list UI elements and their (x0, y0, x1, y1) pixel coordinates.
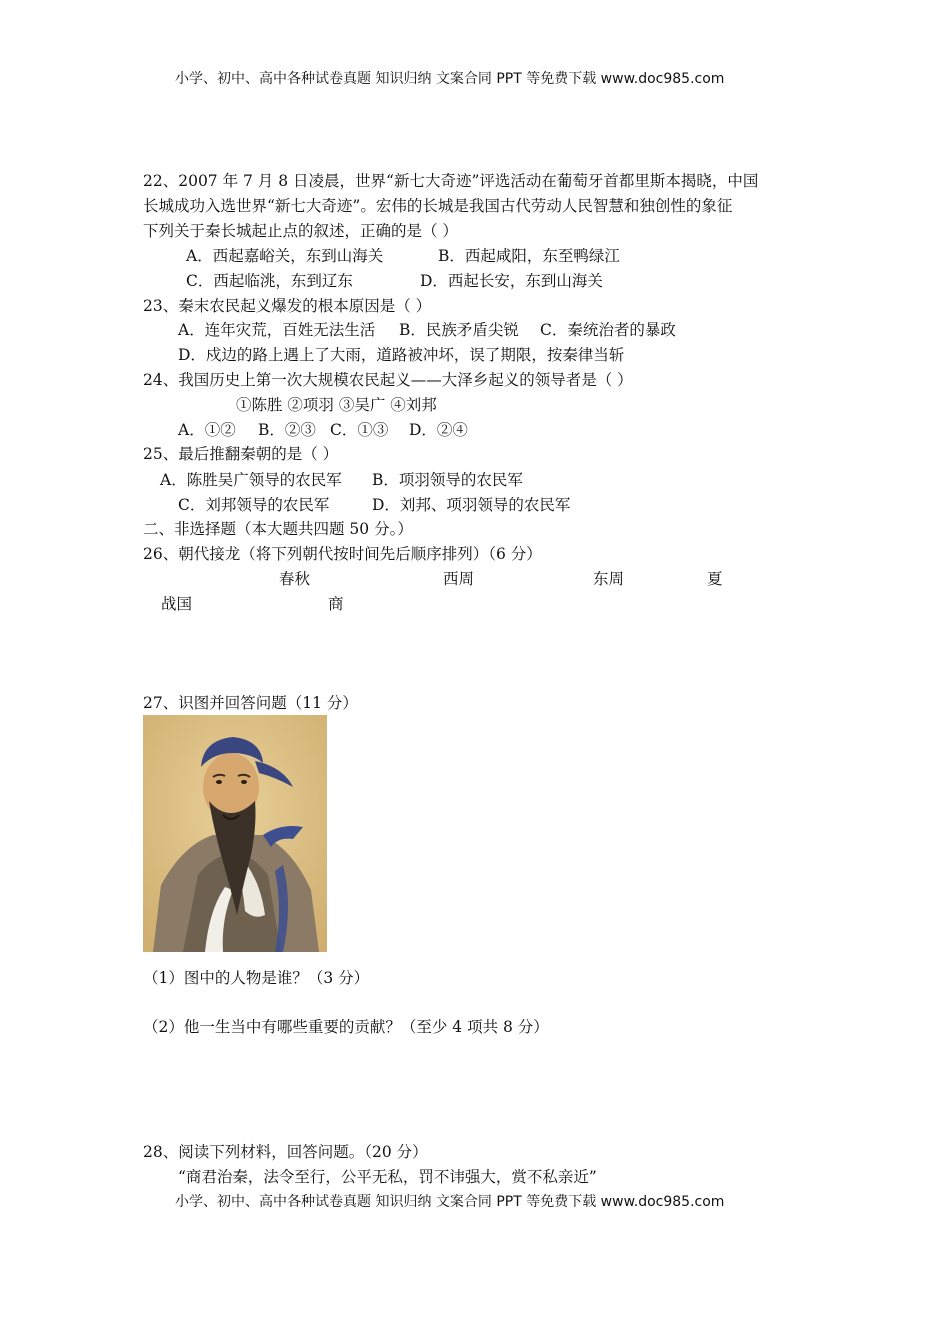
q27-sub1: （1）图中的人物是谁？（3 分） (143, 969, 370, 987)
q25-option-c: C．刘邦领导的农民军 (178, 496, 330, 514)
q24-stem: 24、我国历史上第一次大规模农民起义——大泽乡起义的领导者是（ ） (143, 371, 633, 389)
q26-dynasty: 西周 (443, 570, 475, 588)
page-header: 小学、初中、高中各种试卷真题 知识归纳 文案合同 PPT 等免费下载 www.doc985.com (175, 71, 725, 87)
q26-dynasty: 商 (328, 595, 344, 613)
q26-dynasty: 春秋 (279, 570, 311, 588)
q22-stem-line3: 下列关于秦长城起止点的叙述，正确的是（ ） (143, 222, 458, 240)
q26-dynasty: 东周 (593, 570, 625, 588)
q24-option-a: A．①② (178, 421, 236, 439)
q24-items: ①陈胜 ②项羽 ③吴广 ④刘邦 (236, 396, 437, 414)
q23-option-c: C．秦统治者的暴政 (540, 321, 676, 339)
q25-stem: 25、最后推翻秦朝的是（ ） (143, 445, 339, 463)
section-title: 二、非选择题（本大题共四题 50 分。） (143, 520, 413, 538)
q25-option-b: B．项羽领导的农民军 (372, 471, 523, 489)
q22-stem-line1: 22、2007 年 7 月 8 日凌晨，世界“新七大奇迹”评选活动在葡萄牙首都里斯本揭晓，中国 (143, 172, 759, 190)
q23-option-a: A．连年灾荒，百姓无法生活 (178, 321, 376, 339)
q26-dynasty: 战国 (161, 595, 193, 613)
q25-option-a: A．陈胜吴广领导的农民军 (160, 471, 342, 489)
q24-option-c: C．①③ (330, 421, 389, 439)
page-footer: 小学、初中、高中各种试卷真题 知识归纳 文案合同 PPT 等免费下载 www.doc985.com (175, 1194, 725, 1210)
q22-option-b: B．西起咸阳，东至鸭绿江 (438, 247, 620, 265)
q23-option-b: B．民族矛盾尖锐 (399, 321, 519, 339)
q25-option-d: D．刘邦、项羽领导的农民军 (372, 496, 571, 514)
q23-option-d: D．戍边的路上遇上了大雨，道路被冲坏，误了期限，按秦律当斩 (178, 346, 625, 364)
q22-option-a: A．西起嘉峪关，东到山海关 (186, 247, 384, 265)
q26-stem: 26、朝代接龙（将下列朝代按时间先后顺序排列）（6 分） (143, 545, 542, 563)
q27-sub2: （2）他一生当中有哪些重要的贡献？（至少 4 项共 8 分） (143, 1018, 549, 1036)
q22-stem-line2: 长城成功入选世界“新七大奇迹”。宏伟的长城是我国古代劳动人民智慧和独创性的象征 (143, 197, 733, 215)
portrait-image (143, 715, 327, 952)
q24-option-b: B．②③ (258, 421, 316, 439)
q23-stem: 23、秦末农民起义爆发的根本原因是（ ） (143, 297, 432, 315)
q28-quote: “商君治秦，法令至行，公平无私，罚不讳强大，赏不私亲近” (178, 1168, 597, 1186)
q27-stem: 27、识图并回答问题（11 分） (143, 694, 358, 712)
q22-option-c: C．西起临洮，东到辽东 (186, 272, 353, 290)
q22-option-d: D．西起长安，东到山海关 (420, 272, 603, 290)
q26-dynasty: 夏 (707, 570, 723, 588)
q28-stem: 28、阅读下列材料，回答问题。（20 分） (143, 1143, 428, 1161)
q24-option-d: D．②④ (409, 421, 468, 439)
